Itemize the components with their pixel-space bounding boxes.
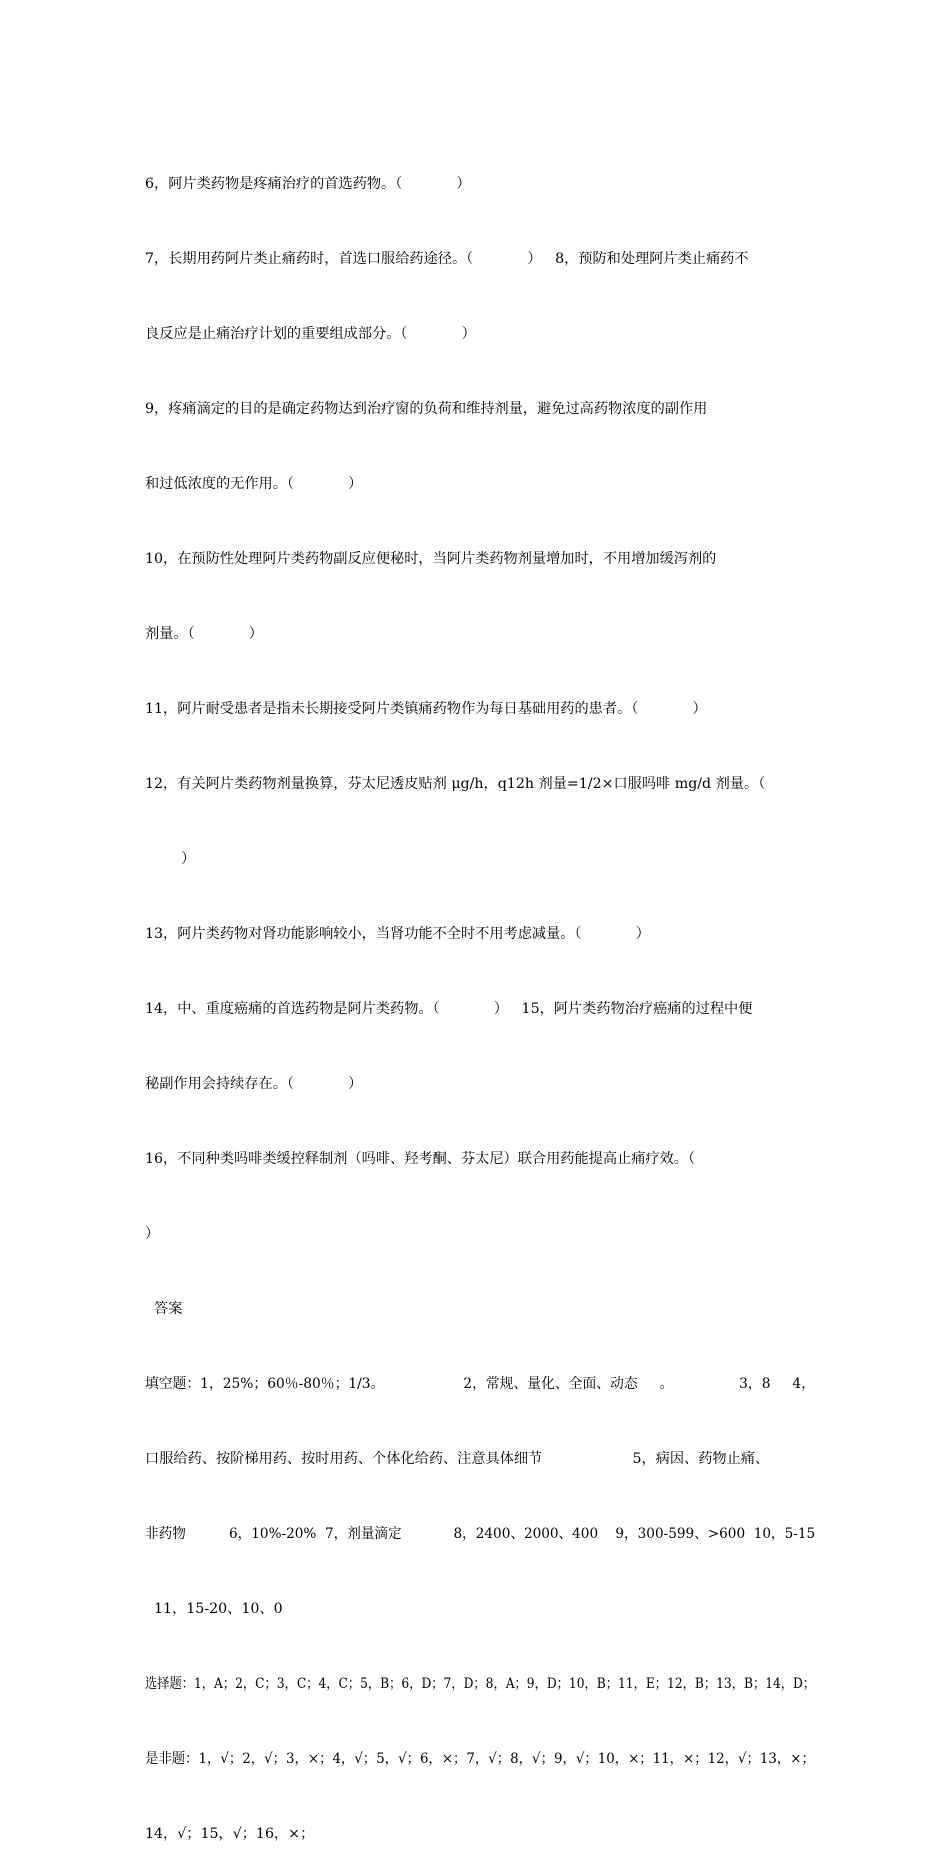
text-line: 10，在预防性处理阿片类药物副反应便秘时，当阿片类药物剂量增加时，不用增加缓泻剂的 (145, 551, 717, 567)
text-line: 填空题：1，25%；60％-80％；1/3。 2，常规、量化、全面、动态 。 3，8 4， (145, 1376, 815, 1392)
text-line: 11，15-20、10、0 (145, 1601, 283, 1617)
text-line: 良反应是止痛治疗计划的重要组成部分。（ ） (145, 326, 476, 342)
text-line: 6，阿片类药物是疼痛治疗的首选药物。（ ） (145, 176, 471, 192)
text-line: 和过低浓度的无作用。（ ） (145, 476, 363, 492)
text-line: 13，阿片类药物对肾功能影响较小，当肾功能不全时不用考虑减量。（ ） (145, 926, 650, 942)
text-line: 是非题：1，√；2，√；3，×；4，√；5，√；6，×；7，√；8，√；9，√；10，×；11，×；12，√；13，×； (145, 1751, 815, 1767)
document-body (145, 122, 815, 1872)
text-line: 7，长期用药阿片类止痛药时，首选口服给药途径。（ ） 8，预防和处理阿片类止痛药不 (145, 251, 749, 267)
text-line: 非药物 6，10%-20% 7，剂量滴定 8，2400、2000、400 9，300-599、>600 10，5-15 (145, 1526, 816, 1542)
text-line: ） (145, 851, 196, 867)
text-line: 11，阿片耐受患者是指未长期接受阿片类镇痛药物作为每日基础用药的患者。（ ） (145, 701, 707, 717)
answer-heading: 答案 (145, 1301, 183, 1317)
text-line: 12，有关阿片类药物剂量换算，芬太尼透皮贴剂 μg/h，q12h 剂量=1/2×口服吗啡 mg/d 剂量。（ (145, 776, 766, 792)
text-line: 9，疼痛滴定的目的是确定药物达到治疗窗的负荷和维持剂量，避免过高药物浓度的副作用 (145, 401, 708, 417)
text-line: 秘副作用会持续存在。（ ） (145, 1076, 363, 1092)
text-line: ） (145, 1226, 160, 1242)
text-line: 14，√；15，√；16，×； (145, 1826, 315, 1842)
text-line: 选择题：1，A；2，C；3，C；4，C；5，B；6，D；7，D；8，A；9，D；10，B；11，E；12，B；13，B；14，D； (145, 1676, 816, 1692)
text-line: 14，中、重度癌痛的首选药物是阿片类药物。（ ） 15，阿片类药物治疗癌痛的过程中便 (145, 1001, 753, 1017)
text-line: 口服给药、按阶梯用药、按时用药、个体化给药、注意具体细节 5，病因、药物止痛、 (145, 1451, 770, 1467)
text-line: 16，不同种类吗啡类缓控释制剂（吗啡、羟考酮、芬太尼）联合用药能提高止痛疗效。（ (145, 1151, 696, 1167)
text-line: 剂量。（ ） (145, 626, 263, 642)
